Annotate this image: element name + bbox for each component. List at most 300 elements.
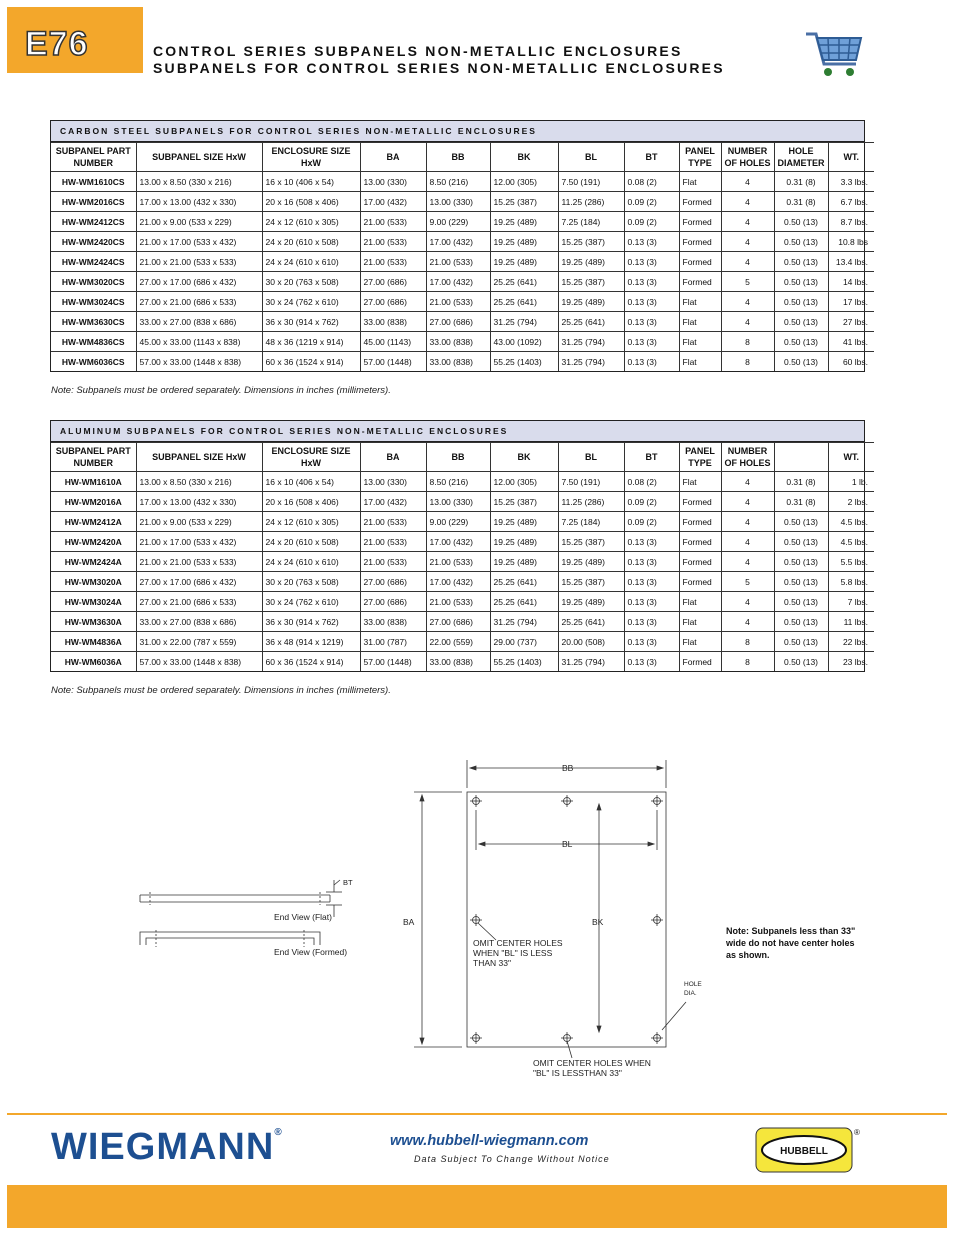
- part-number-cell: HW-WM6036A: [51, 652, 136, 672]
- table-cell: 57.00 x 33.00 (1448 x 838): [136, 352, 262, 372]
- table-cell: Formed: [679, 572, 721, 592]
- table-cell: 43.00 (1092): [490, 332, 558, 352]
- table-cell: 17.00 (432): [426, 572, 490, 592]
- table-cell: 4: [721, 532, 774, 552]
- table-cell: 0.50 (13): [774, 352, 828, 372]
- part-number-cell: HW-WM2412CS: [51, 212, 136, 232]
- table-cell: 21.00 (533): [426, 252, 490, 272]
- dimension-label-bb: BB: [562, 763, 574, 773]
- table-cell: 0.13 (3): [624, 612, 679, 632]
- column-header: BA: [360, 143, 426, 172]
- table-cell: 21.00 (533): [360, 232, 426, 252]
- column-header: BB: [426, 143, 490, 172]
- table-cell: 22 lbs.: [828, 632, 874, 652]
- table-cell: 4: [721, 592, 774, 612]
- table-cell: 13.4 lbs.: [828, 252, 874, 272]
- table-cell: 33.00 (838): [426, 332, 490, 352]
- column-header: BK: [490, 443, 558, 472]
- table-cell: 6.7 lbs.: [828, 192, 874, 212]
- part-number-cell: HW-WM1610CS: [51, 172, 136, 192]
- table-row: [51, 572, 874, 592]
- table-cell: 8: [721, 652, 774, 672]
- table-cell: 11 lbs.: [828, 612, 874, 632]
- table-cell: 19.25 (489): [558, 252, 624, 272]
- table-cell: 0.13 (3): [624, 532, 679, 552]
- table-cell: Formed: [679, 252, 721, 272]
- column-header: SUBPANEL PART NUMBER: [51, 143, 136, 172]
- table-cell: 27.00 x 21.00 (686 x 533): [136, 292, 262, 312]
- table-cell: 31.00 x 22.00 (787 x 559): [136, 632, 262, 652]
- column-header: WT.: [828, 143, 874, 172]
- column-header: NUMBER OF HOLES: [721, 143, 774, 172]
- table-cell: 25.25 (641): [558, 612, 624, 632]
- table-cell: 0.50 (13): [774, 652, 828, 672]
- part-number-cell: HW-WM3020A: [51, 572, 136, 592]
- end-view-flat-label: End View (Flat): [274, 912, 332, 922]
- table-cell: 21.00 (533): [426, 592, 490, 612]
- table-cell: 5: [721, 572, 774, 592]
- table-cell: 4.5 lbs.: [828, 512, 874, 532]
- table-cell: 4: [721, 512, 774, 532]
- table-cell: 48 x 36 (1219 x 914): [262, 332, 360, 352]
- table-cell: Flat: [679, 472, 721, 492]
- column-header: [774, 443, 828, 472]
- table-cell: 21.00 (533): [360, 512, 426, 532]
- table-cell: 21.00 x 21.00 (533 x 533): [136, 552, 262, 572]
- table-cell: 22.00 (559): [426, 632, 490, 652]
- part-number-cell: HW-WM2016CS: [51, 192, 136, 212]
- table-row: [51, 592, 874, 612]
- table-cell: 19.25 (489): [558, 552, 624, 572]
- table-row: [51, 472, 874, 492]
- table-cell: 57.00 x 33.00 (1448 x 838): [136, 652, 262, 672]
- table-cell: 36 x 30 (914 x 762): [262, 612, 360, 632]
- table-row: [51, 512, 874, 532]
- table-cell: 0.13 (3): [624, 252, 679, 272]
- mounting-holes: [470, 795, 663, 1044]
- table-cell: 20 x 16 (508 x 406): [262, 192, 360, 212]
- table-cell: 0.50 (13): [774, 532, 828, 552]
- table-row: [51, 172, 874, 192]
- column-header: SUBPANEL SIZE HxW: [136, 443, 262, 472]
- table-cell: 8: [721, 332, 774, 352]
- table-cell: 24 x 24 (610 x 610): [262, 552, 360, 572]
- part-number-cell: HW-WM1610A: [51, 472, 136, 492]
- part-number-cell: HW-WM2420A: [51, 532, 136, 552]
- table-cell: 0.50 (13): [774, 592, 828, 612]
- table-row: [51, 652, 874, 672]
- column-header: ENCLOSURE SIZE HxW: [262, 143, 360, 172]
- column-header: WT.: [828, 443, 874, 472]
- table-cell: 60 lbs.: [828, 352, 874, 372]
- table-cell: Formed: [679, 512, 721, 532]
- table-cell: 20 x 16 (508 x 406): [262, 492, 360, 512]
- table-cell: 0.13 (3): [624, 652, 679, 672]
- table-cell: 33.00 x 27.00 (838 x 686): [136, 312, 262, 332]
- table-cell: 4: [721, 232, 774, 252]
- table-cell: 8.50 (216): [426, 472, 490, 492]
- table-cell: 3.3 lbs.: [828, 172, 874, 192]
- table-cell: 0.09 (2): [624, 512, 679, 532]
- column-header: ENCLOSURE SIZE HxW: [262, 443, 360, 472]
- table-cell: 31.25 (794): [558, 652, 624, 672]
- table-cell: 5.8 lbs.: [828, 572, 874, 592]
- table-cell: 4: [721, 612, 774, 632]
- table-cell: 24 x 20 (610 x 508): [262, 532, 360, 552]
- table-cell: 19.25 (489): [490, 512, 558, 532]
- table-cell: 0.50 (13): [774, 292, 828, 312]
- table-cell: 27 lbs.: [828, 312, 874, 332]
- table-cell: 25.25 (641): [490, 572, 558, 592]
- table-cell: 12.00 (305): [490, 472, 558, 492]
- table-cell: 0.50 (13): [774, 632, 828, 652]
- table-cell: Flat: [679, 332, 721, 352]
- table-cell: 8: [721, 632, 774, 652]
- column-header: BK: [490, 143, 558, 172]
- table-cell: 19.25 (489): [490, 212, 558, 232]
- table-cell: 13.00 (330): [426, 192, 490, 212]
- part-number-cell: HW-WM3020CS: [51, 272, 136, 292]
- column-header: SUBPANEL PART NUMBER: [51, 443, 136, 472]
- table-cell: 0.50 (13): [774, 512, 828, 532]
- table-cell: 21.00 x 17.00 (533 x 432): [136, 232, 262, 252]
- table-cell: 4: [721, 312, 774, 332]
- table-cell: Formed: [679, 552, 721, 572]
- table-cell: 19.25 (489): [490, 532, 558, 552]
- table-cell: 7.50 (191): [558, 172, 624, 192]
- table-row: [51, 272, 874, 292]
- footer-bar: [7, 1185, 947, 1228]
- table-cell: 30 x 24 (762 x 610): [262, 292, 360, 312]
- table-cell: 33.00 (838): [360, 612, 426, 632]
- table-cell: 4: [721, 212, 774, 232]
- table-cell: 21.00 x 21.00 (533 x 533): [136, 252, 262, 272]
- table-cell: 21.00 (533): [360, 252, 426, 272]
- table-row: [51, 192, 874, 212]
- table-cell: 27.00 (686): [360, 292, 426, 312]
- hubbell-logo: [755, 1127, 860, 1173]
- column-header: BL: [558, 143, 624, 172]
- dimension-label-bk: BK: [592, 917, 604, 927]
- table-cell: 55.25 (1403): [490, 652, 558, 672]
- table-cell: 0.13 (3): [624, 332, 679, 352]
- part-number-cell: HW-WM2016A: [51, 492, 136, 512]
- carbon-steel-table: [50, 120, 868, 372]
- aluminum-table: [50, 420, 868, 672]
- table-cell: 16 x 10 (406 x 54): [262, 172, 360, 192]
- table-cell: 33.00 (838): [426, 652, 490, 672]
- table-cell: 12.00 (305): [490, 172, 558, 192]
- table-cell: 15.25 (387): [558, 572, 624, 592]
- table-cell: 7 lbs.: [828, 592, 874, 612]
- table-cell: 17.00 x 13.00 (432 x 330): [136, 192, 262, 212]
- table-cell: 0.08 (2): [624, 172, 679, 192]
- table-cell: 0.50 (13): [774, 612, 828, 632]
- footer-divider: [7, 1113, 947, 1115]
- table-cell: 4: [721, 252, 774, 272]
- omit-center-holes-note-bottom: OMIT CENTER HOLES WHEN: [533, 1058, 651, 1068]
- table-cell: 14 lbs.: [828, 272, 874, 292]
- table-cell: 0.08 (2): [624, 472, 679, 492]
- table-cell: 27.00 (686): [426, 612, 490, 632]
- table-cell: 19.25 (489): [490, 232, 558, 252]
- table-cell: 17.00 (432): [360, 192, 426, 212]
- table-cell: 0.13 (3): [624, 572, 679, 592]
- part-number-cell: HW-WM2424A: [51, 552, 136, 572]
- table-cell: 10.8 lbs: [828, 232, 874, 252]
- disclaimer-text: Data Subject To Change Without Notice: [414, 1154, 610, 1164]
- table-row: [51, 532, 874, 552]
- aluminum-table-note: Note: Subpanels must be ordered separately. Dimensions in inches (millimeters).: [51, 685, 391, 696]
- table-row: [51, 552, 874, 572]
- part-number-cell: HW-WM4836A: [51, 632, 136, 652]
- omit-center-holes-note-left: WHEN "BL" IS LESS: [473, 948, 553, 958]
- table-cell: 45.00 (1143): [360, 332, 426, 352]
- column-header: BT: [624, 143, 679, 172]
- page-title: [153, 43, 725, 77]
- table-cell: 8: [721, 352, 774, 372]
- table-cell: 0.31 (8): [774, 472, 828, 492]
- omit-center-holes-note-left: OMIT CENTER HOLES: [473, 938, 563, 948]
- table-cell: 4.5 lbs.: [828, 532, 874, 552]
- table-cell: 0.50 (13): [774, 252, 828, 272]
- table-cell: 60 x 36 (1524 x 914): [262, 652, 360, 672]
- omit-center-holes-note-bottom: "BL" IS LESSTHAN 33": [533, 1068, 622, 1078]
- table-cell: 17.00 (432): [426, 272, 490, 292]
- table-cell: 0.50 (13): [774, 272, 828, 292]
- table-cell: 4: [721, 552, 774, 572]
- table-cell: Flat: [679, 592, 721, 612]
- table-cell: 36 x 30 (914 x 762): [262, 312, 360, 332]
- table-cell: 17.00 (432): [426, 232, 490, 252]
- omit-center-holes-note-left: THAN 33": [473, 958, 511, 968]
- table-cell: 0.13 (3): [624, 272, 679, 292]
- table-cell: 0.13 (3): [624, 592, 679, 612]
- column-header: SUBPANEL SIZE HxW: [136, 143, 262, 172]
- end-view-formed: [140, 930, 320, 947]
- table-cell: 21.00 x 9.00 (533 x 229): [136, 512, 262, 532]
- table-cell: 0.31 (8): [774, 172, 828, 192]
- table-cell: 24 x 12 (610 x 305): [262, 512, 360, 532]
- table-cell: 29.00 (737): [490, 632, 558, 652]
- table-cell: 25.25 (641): [558, 312, 624, 332]
- table-cell: 25.25 (641): [490, 272, 558, 292]
- table-cell: 9.00 (229): [426, 512, 490, 532]
- table-cell: Flat: [679, 632, 721, 652]
- table-cell: 17.00 (432): [426, 532, 490, 552]
- table-cell: 30 x 20 (763 x 508): [262, 572, 360, 592]
- table-cell: 4: [721, 472, 774, 492]
- table-cell: 33.00 (838): [360, 312, 426, 332]
- table-cell: 24 x 24 (610 x 610): [262, 252, 360, 272]
- table-cell: 13.00 (330): [360, 472, 426, 492]
- table-cell: 24 x 12 (610 x 305): [262, 212, 360, 232]
- table-row: [51, 632, 874, 652]
- table-cell: 0.09 (2): [624, 492, 679, 512]
- table-cell: 19.25 (489): [558, 592, 624, 612]
- table-cell: 55.25 (1403): [490, 352, 558, 372]
- column-header: BT: [624, 443, 679, 472]
- table-cell: 0.50 (13): [774, 572, 828, 592]
- table-cell: 0.09 (2): [624, 192, 679, 212]
- part-number-cell: HW-WM3024A: [51, 592, 136, 612]
- table-cell: 4: [721, 192, 774, 212]
- table-cell: 20.00 (508): [558, 632, 624, 652]
- table-cell: 31.25 (794): [490, 612, 558, 632]
- table-cell: 27.00 x 21.00 (686 x 533): [136, 592, 262, 612]
- table-cell: 19.25 (489): [490, 252, 558, 272]
- table-cell: 15.25 (387): [490, 192, 558, 212]
- hole-diameter-label: HOLE: [684, 981, 702, 988]
- table-cell: 21.00 (533): [426, 552, 490, 572]
- table-cell: 0.13 (3): [624, 292, 679, 312]
- table-cell: 19.25 (489): [490, 552, 558, 572]
- table-row: [51, 312, 874, 332]
- table-row: [51, 252, 874, 272]
- table-cell: 25.25 (641): [490, 592, 558, 612]
- table-cell: 21.00 x 9.00 (533 x 229): [136, 212, 262, 232]
- table-cell: 0.31 (8): [774, 192, 828, 212]
- table-cell: 15.25 (387): [558, 532, 624, 552]
- part-number-cell: HW-WM2424CS: [51, 252, 136, 272]
- table-cell: Formed: [679, 652, 721, 672]
- table-cell: 60 x 36 (1524 x 914): [262, 352, 360, 372]
- table-cell: 41 lbs.: [828, 332, 874, 352]
- table-cell: 0.13 (3): [624, 552, 679, 572]
- table-cell: 31.00 (787): [360, 632, 426, 652]
- table-cell: Formed: [679, 272, 721, 292]
- table-cell: 4: [721, 292, 774, 312]
- table-cell: 17.00 (432): [360, 492, 426, 512]
- page-title-line-1: CONTROL SERIES SUBPANELS NON-METALLIC ENCLOSURES: [153, 43, 683, 59]
- table-cell: 25.25 (641): [490, 292, 558, 312]
- table-cell: Formed: [679, 492, 721, 512]
- table-cell: 0.13 (3): [624, 632, 679, 652]
- page-number-tab: [7, 7, 143, 73]
- table-cell: 21.00 (533): [426, 292, 490, 312]
- table-cell: 27.00 x 17.00 (686 x 432): [136, 572, 262, 592]
- website-link[interactable]: www.hubbell-wiegmann.com: [390, 1133, 589, 1149]
- table-cell: 27.00 (686): [360, 592, 426, 612]
- wiegmann-logo: WIEGMANN®: [51, 1126, 283, 1168]
- table-cell: 0.13 (3): [624, 232, 679, 252]
- table-cell: 57.00 (1448): [360, 352, 426, 372]
- table-cell: 7.25 (184): [558, 212, 624, 232]
- carbon-table-note: Note: Subpanels must be ordered separately. Dimensions in inches (millimeters).: [51, 385, 391, 396]
- part-number-cell: HW-WM3630A: [51, 612, 136, 632]
- table-row: [51, 352, 874, 372]
- table-cell: 19.25 (489): [558, 292, 624, 312]
- table-cell: 24 x 20 (610 x 508): [262, 232, 360, 252]
- part-number-cell: HW-WM2420CS: [51, 232, 136, 252]
- table-cell: 27.00 (686): [360, 572, 426, 592]
- table-cell: 16 x 10 (406 x 54): [262, 472, 360, 492]
- table-cell: Formed: [679, 532, 721, 552]
- column-header: BA: [360, 443, 426, 472]
- table-cell: 17.00 x 13.00 (432 x 330): [136, 492, 262, 512]
- page-number: E76: [25, 25, 89, 63]
- table-header-row: [51, 143, 874, 172]
- table-cell: Flat: [679, 172, 721, 192]
- table-cell: 11.25 (286): [558, 492, 624, 512]
- column-header: BL: [558, 443, 624, 472]
- table-cell: 5.5 lbs.: [828, 552, 874, 572]
- table-cell: Flat: [679, 292, 721, 312]
- table-cell: 1 lb.: [828, 472, 874, 492]
- subpanel-center-holes-note: Note: Subpanels less than 33" wide do not have center holes as shown.: [726, 926, 856, 960]
- table-cell: 27.00 (686): [426, 312, 490, 332]
- table-cell: 31.25 (794): [558, 352, 624, 372]
- part-number-cell: HW-WM3630CS: [51, 312, 136, 332]
- dimension-label-bl: BL: [562, 839, 573, 849]
- part-number-cell: HW-WM6036CS: [51, 352, 136, 372]
- table-cell: 45.00 x 33.00 (1143 x 838): [136, 332, 262, 352]
- panel-outline: [467, 792, 666, 1047]
- table-cell: 13.00 (330): [360, 172, 426, 192]
- table-cell: 15.25 (387): [558, 232, 624, 252]
- table-cell: Flat: [679, 312, 721, 332]
- table-cell: 27.00 (686): [360, 272, 426, 292]
- table-cell: 31.25 (794): [558, 332, 624, 352]
- table-cell: 17 lbs.: [828, 292, 874, 312]
- table-cell: Formed: [679, 192, 721, 212]
- dimension-label-ba: BA: [403, 917, 415, 927]
- table-cell: 31.25 (794): [490, 312, 558, 332]
- svg-text:HUBBELL: HUBBELL: [780, 1146, 828, 1157]
- table-cell: 4: [721, 172, 774, 192]
- column-header: PANEL TYPE: [679, 443, 721, 472]
- table-row: [51, 612, 874, 632]
- part-number-cell: HW-WM4836CS: [51, 332, 136, 352]
- table-cell: 30 x 20 (763 x 508): [262, 272, 360, 292]
- table-cell: 2 lbs.: [828, 492, 874, 512]
- column-header: PANEL TYPE: [679, 143, 721, 172]
- page-title-line-2: SUBPANELS FOR CONTROL SERIES NON-METALLIC ENCLOSURES: [153, 60, 725, 76]
- table-row: [51, 292, 874, 312]
- table-cell: 7.50 (191): [558, 472, 624, 492]
- table-cell: Formed: [679, 232, 721, 252]
- table-row: [51, 212, 874, 232]
- table-row: [51, 492, 874, 512]
- table-cell: 0.13 (3): [624, 352, 679, 372]
- shopping-cart-icon[interactable]: [804, 28, 864, 80]
- table-cell: 13.00 (330): [426, 492, 490, 512]
- table-cell: 0.31 (8): [774, 492, 828, 512]
- table-row: [51, 232, 874, 252]
- table-cell: 0.09 (2): [624, 212, 679, 232]
- subpanel-dimension-drawing: [0, 740, 954, 1100]
- table-cell: 7.25 (184): [558, 512, 624, 532]
- table-cell: 5: [721, 272, 774, 292]
- table-cell: 21.00 (533): [360, 532, 426, 552]
- column-header: NUMBER OF HOLES: [721, 443, 774, 472]
- column-header: HOLE DIAMETER: [774, 143, 828, 172]
- part-number-cell: HW-WM2412A: [51, 512, 136, 532]
- table-cell: 0.50 (13): [774, 312, 828, 332]
- table-cell: 13.00 x 8.50 (330 x 216): [136, 472, 262, 492]
- table-cell: 0.50 (13): [774, 232, 828, 252]
- table-cell: 21.00 x 17.00 (533 x 432): [136, 532, 262, 552]
- hole-diameter-label: DIA.: [684, 990, 697, 997]
- table-cell: 0.13 (3): [624, 312, 679, 332]
- table-cell: 23 lbs.: [828, 652, 874, 672]
- column-header: BB: [426, 443, 490, 472]
- table-cell: 8.50 (216): [426, 172, 490, 192]
- table-cell: 11.25 (286): [558, 192, 624, 212]
- table-cell: 15.25 (387): [558, 272, 624, 292]
- table-cell: 33.00 x 27.00 (838 x 686): [136, 612, 262, 632]
- table-header-row: [51, 443, 874, 472]
